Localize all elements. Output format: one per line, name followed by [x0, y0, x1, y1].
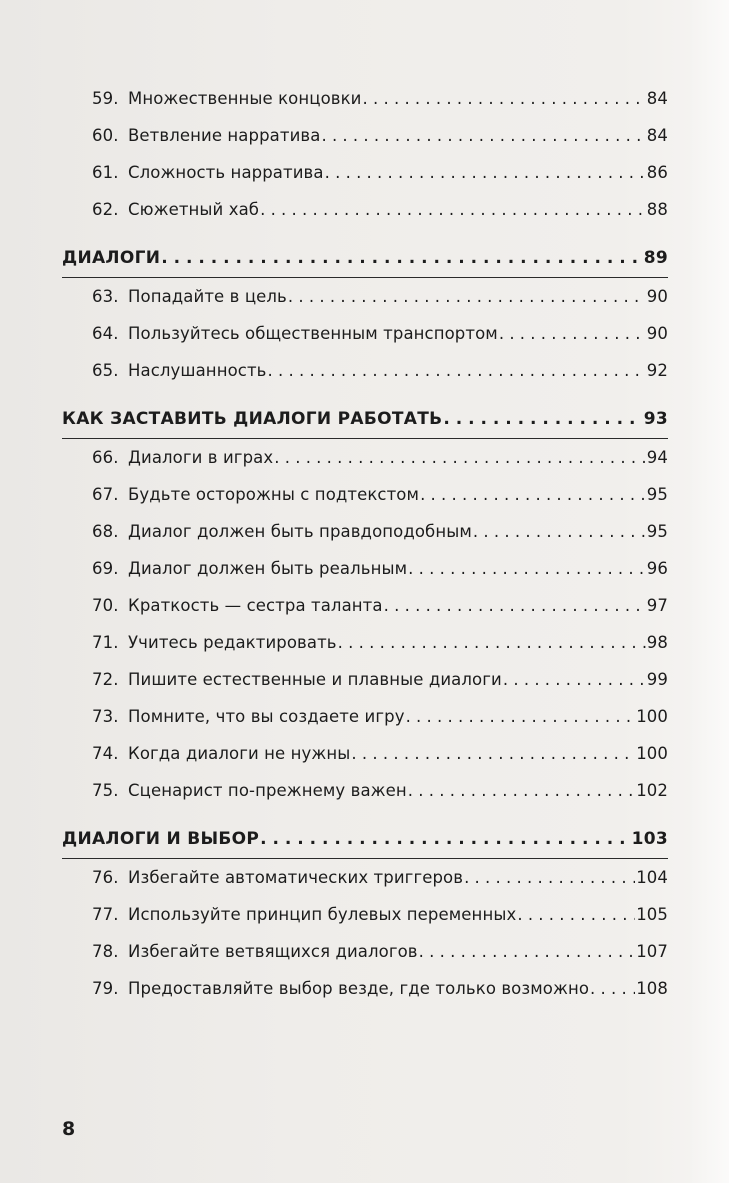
leader-dots — [420, 476, 646, 513]
toc-entry-page: 84 — [646, 126, 668, 145]
leader-dots — [590, 970, 635, 1007]
toc-entry-page: 90 — [646, 287, 668, 306]
toc-entry-title: Наслушанность — [128, 361, 267, 380]
leader-dots — [325, 154, 646, 191]
toc-entry-page: 105 — [636, 905, 668, 924]
toc-entry-number: 79. — [92, 979, 119, 998]
toc-entry-number: 68. — [92, 522, 119, 541]
toc-entry — [62, 735, 668, 772]
toc-entry-page: 95 — [646, 485, 668, 504]
toc-entry-number: 78. — [92, 942, 119, 961]
toc-entry-title: Ветвление нарратива — [128, 126, 321, 145]
toc-entry — [62, 191, 668, 228]
leader-dots — [419, 933, 636, 970]
toc-entry-title: Диалоги в играх — [128, 448, 274, 467]
toc-entry-title: Сценарист по-прежнему важен — [128, 781, 407, 800]
section-title: ДИАЛОГИ И ВЫБОР — [62, 829, 260, 849]
toc-section-heading — [62, 401, 668, 438]
toc-entry — [62, 117, 668, 154]
toc-entry — [62, 80, 668, 117]
toc-entry-page: 102 — [636, 781, 668, 800]
section-title: ДИАЛОГИ — [62, 248, 161, 268]
toc-entry-number: 64. — [92, 324, 119, 343]
toc-entry-page: 94 — [646, 448, 668, 467]
page-number: 8 — [62, 1118, 76, 1140]
toc-entry-title: Избегайте ветвящихся диалогов — [128, 942, 418, 961]
toc-entry-number: 75. — [92, 781, 119, 800]
toc-entry-number: 61. — [92, 163, 119, 182]
leader-dots — [443, 401, 642, 438]
toc-entry-number: 76. — [92, 868, 119, 887]
spacer — [62, 228, 668, 240]
toc-entry-title: Будьте осторожны с подтекстом — [128, 485, 420, 504]
leader-dots — [503, 661, 646, 698]
toc-entry-number: 73. — [92, 707, 119, 726]
toc-entry-page: 96 — [646, 559, 668, 578]
toc-entry-title: Помните, что вы создаете игру — [128, 707, 405, 726]
toc-entry-page: 98 — [646, 633, 668, 652]
toc-entry-title: Диалог должен быть правдоподобным — [128, 522, 472, 541]
toc-entry-title: Сюжетный хаб — [128, 200, 260, 219]
toc-section-heading — [62, 821, 668, 858]
toc-entry-number: 72. — [92, 670, 119, 689]
leader-dots — [338, 624, 646, 661]
leader-dots — [260, 191, 646, 228]
toc-entry-title: Диалог должен быть реальным — [128, 559, 408, 578]
toc-entry — [62, 513, 668, 550]
spacer — [62, 389, 668, 401]
toc-section-heading — [62, 240, 668, 277]
toc-entry-page: 100 — [636, 744, 668, 763]
spacer — [62, 809, 668, 821]
toc-entry-number: 62. — [92, 200, 119, 219]
toc-entry — [62, 772, 668, 809]
toc-entry — [62, 352, 668, 389]
leader-dots — [260, 821, 630, 858]
section-title: КАК ЗАСТАВИТЬ ДИАЛОГИ РАБОТАТЬ — [62, 409, 443, 429]
toc-entry — [62, 661, 668, 698]
toc-entry-page: 99 — [646, 670, 668, 689]
leader-dots — [161, 240, 642, 277]
toc-entry — [62, 896, 668, 933]
toc-entry — [62, 698, 668, 735]
toc-entry-number: 69. — [92, 559, 119, 578]
leader-dots — [274, 439, 646, 476]
toc-entry — [62, 476, 668, 513]
toc-entry-page: 95 — [646, 522, 668, 541]
toc-entry-number: 71. — [92, 633, 119, 652]
toc-entry-number: 60. — [92, 126, 119, 145]
toc-entry-title: Избегайте автоматических триггеров — [128, 868, 464, 887]
toc-entry-number: 59. — [92, 89, 119, 108]
leader-dots — [464, 859, 635, 896]
toc-entry-title: Учитесь редактировать — [128, 633, 337, 652]
toc-entry-page: 100 — [636, 707, 668, 726]
toc-entry-number: 74. — [92, 744, 119, 763]
section-page: 89 — [643, 248, 668, 268]
toc-entry-title: Пишите естественные и плавные диалоги — [128, 670, 502, 689]
toc-entry — [62, 154, 668, 191]
section-page: 93 — [643, 409, 668, 429]
toc-entry-page: 97 — [646, 596, 668, 615]
toc-entry-page: 104 — [636, 868, 668, 887]
leader-dots — [473, 513, 646, 550]
leader-dots — [362, 80, 645, 117]
leader-dots — [408, 550, 646, 587]
toc-entry-page: 88 — [646, 200, 668, 219]
leader-dots — [517, 896, 635, 933]
toc-entry-title: Используйте принцип булевых переменных — [128, 905, 517, 924]
section-page: 103 — [631, 829, 668, 849]
leader-dots — [384, 587, 646, 624]
toc-entry-number: 67. — [92, 485, 119, 504]
toc-entry — [62, 315, 668, 352]
toc-entry-page: 108 — [636, 979, 668, 998]
toc-entry — [62, 550, 668, 587]
leader-dots — [408, 772, 635, 809]
toc-entry — [62, 624, 668, 661]
leader-dots — [499, 315, 646, 352]
toc-entry-title: Краткость — сестра таланта — [128, 596, 383, 615]
table-of-contents — [62, 80, 668, 1007]
toc-entry-page: 84 — [646, 89, 668, 108]
toc-entry — [62, 933, 668, 970]
toc-entry — [62, 587, 668, 624]
toc-entry-title: Множественные концовки — [128, 89, 362, 108]
toc-entry-page: 107 — [636, 942, 668, 961]
leader-dots — [351, 735, 635, 772]
toc-entry-title: Пользуйтесь общественным транспортом — [128, 324, 498, 343]
toc-entry-page: 86 — [646, 163, 668, 182]
leader-dots — [288, 278, 646, 315]
toc-entry-number: 65. — [92, 361, 119, 380]
toc-entry-title: Попадайте в цель — [128, 287, 287, 306]
toc-entry-number: 70. — [92, 596, 119, 615]
leader-dots — [268, 352, 646, 389]
toc-entry-page: 92 — [646, 361, 668, 380]
toc-entry — [62, 439, 668, 476]
toc-entry-page: 90 — [646, 324, 668, 343]
toc-entry-number: 66. — [92, 448, 119, 467]
toc-entry-number: 63. — [92, 287, 119, 306]
page-edge-shading — [689, 0, 729, 1183]
leader-dots — [321, 117, 645, 154]
toc-entry-title: Предоставляйте выбор везде, где только возможно — [128, 979, 590, 998]
leader-dots — [406, 698, 636, 735]
toc-entry — [62, 970, 668, 1007]
toc-entry-title: Когда диалоги не нужны — [128, 744, 351, 763]
toc-entry — [62, 278, 668, 315]
toc-entry-number: 77. — [92, 905, 119, 924]
toc-entry — [62, 859, 668, 896]
toc-entry-title: Сложность нарратива — [128, 163, 324, 182]
